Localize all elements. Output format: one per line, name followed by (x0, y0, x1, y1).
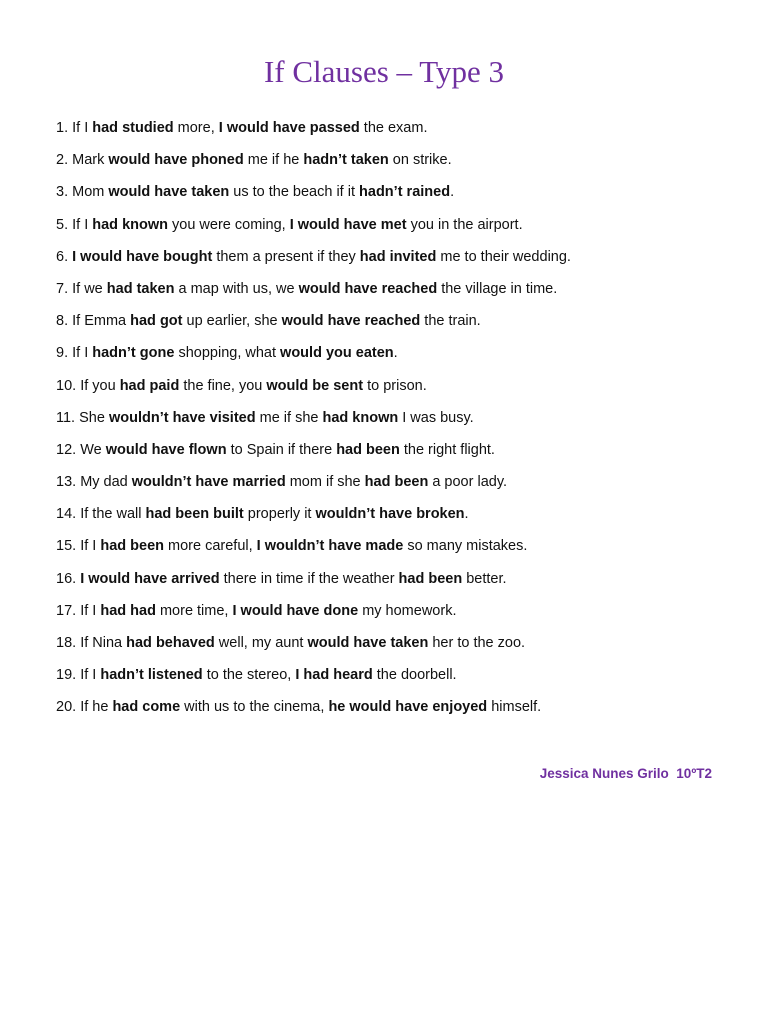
sentence-number: 13. (56, 474, 77, 491)
sentence-item (56, 310, 736, 342)
sentence-text: to prison. (363, 377, 427, 394)
sentence-text: My dad (76, 474, 132, 491)
sentence-item (56, 535, 736, 567)
sentence-text: to the stereo, (202, 667, 296, 684)
sentence-text: me if she (255, 409, 323, 426)
sentence-number: 11. (56, 409, 76, 426)
sentence-text: Mark (68, 152, 109, 169)
sentence-text: mom if she (285, 474, 365, 491)
sentence-item (56, 407, 736, 439)
verb-phrase-bold: would have phoned (108, 152, 244, 169)
verb-phrase-bold: I wouldn’t have made (256, 538, 404, 555)
sentence-item (56, 117, 736, 149)
sentence-text: If he (76, 699, 113, 716)
sentence-text: you in the airport. (406, 216, 523, 233)
verb-phrase-bold: would you eaten (280, 345, 394, 362)
sentence-text: a map with us, we (174, 280, 299, 297)
verb-phrase-bold: wouldn’t have married (131, 474, 286, 491)
page-title: If Clauses – Type 3 (263, 54, 505, 89)
sentence-number: 20. (56, 699, 77, 716)
sentence-text: If I (76, 602, 101, 619)
verb-phrase-bold: I would have met (289, 216, 407, 233)
sentence-text: me to their wedding. (436, 248, 571, 265)
sentence-text: well, my aunt (214, 635, 308, 651)
verb-phrase-bold: I would have passed (218, 120, 360, 136)
sentence-text: up earlier, she (182, 313, 282, 330)
verb-phrase-bold: would have taken (108, 184, 230, 201)
sentence-text: her to the zoo. (428, 635, 526, 651)
sentence-item (56, 503, 736, 535)
sentence-text: us to the beach if it (229, 184, 360, 201)
verb-phrase-bold: hadn’t taken (303, 152, 389, 169)
sentence-number: 2. (56, 152, 69, 169)
verb-phrase-bold: hadn’t rained (359, 184, 451, 201)
sentence-number: 19. (56, 667, 77, 684)
sentence-item (56, 471, 736, 503)
sentence-text: If Nina (76, 635, 127, 651)
sentence-item (56, 632, 736, 664)
verb-phrase-bold: had been (364, 474, 429, 491)
sentence-text: the train. (420, 313, 481, 330)
verb-phrase-bold: had studied (92, 120, 174, 136)
sentence-text: the right flight. (399, 441, 495, 458)
sentence-item (56, 600, 736, 632)
sentence-text: a poor lady. (428, 474, 508, 491)
sentence-number: 5. (56, 216, 69, 233)
sentence-text: Mom (68, 184, 109, 201)
verb-phrase-bold: had paid (119, 377, 180, 394)
verb-phrase-bold: I would have bought (72, 248, 213, 265)
verb-phrase-bold: he would have enjoyed (328, 699, 488, 716)
sentence-text: I was busy. (398, 409, 474, 426)
sentence-text: the exam. (359, 120, 428, 136)
sentence-text: If you (76, 377, 120, 394)
sentence-item (56, 246, 736, 278)
verb-phrase-bold: had been (398, 570, 463, 587)
sentence-text: on strike. (388, 152, 452, 169)
verb-phrase-bold: had known (92, 216, 168, 233)
sentence-text: If I (68, 120, 93, 136)
sentence-number: 17. (56, 602, 77, 619)
sentence-number: 6. (56, 248, 69, 265)
sentence-number: 12. (56, 441, 77, 458)
sentence-text: . (450, 184, 455, 201)
sentence-text: them a present if they (212, 248, 360, 265)
verb-phrase-bold: had had (100, 602, 156, 619)
sentence-text: She (75, 409, 109, 426)
sentence-text: the village in time. (437, 280, 558, 297)
verb-phrase-bold: would have flown (105, 441, 227, 458)
verb-phrase-bold: hadn’t gone (92, 345, 175, 362)
sentence-text: the fine, you (179, 377, 267, 394)
sentence-number: 14. (56, 506, 77, 523)
sentence-item (56, 439, 736, 471)
sentence-item (56, 149, 736, 181)
sentence-text: the doorbell. (372, 667, 457, 684)
sentence-text: shopping, what (174, 345, 281, 362)
sentence-number: 7. (56, 280, 69, 297)
verb-phrase-bold: had been built (145, 506, 244, 523)
sentence-number: 16. (56, 570, 77, 587)
verb-phrase-bold: had taken (106, 280, 175, 297)
sentence-list (56, 117, 736, 729)
sentence-item (56, 568, 736, 600)
sentence-item (56, 181, 736, 213)
sentence-text: with us to the cinema, (180, 699, 329, 716)
sentence-item (56, 214, 736, 246)
sentence-text: If Emma (68, 313, 131, 330)
sentence-text: If we (68, 280, 107, 297)
sentence-item (56, 375, 736, 407)
verb-phrase-bold: had been (336, 441, 400, 458)
verb-phrase-bold: hadn’t listened (100, 667, 203, 684)
sentence-text: me if he (243, 152, 304, 169)
sentence-text: to Spain if there (226, 441, 337, 458)
verb-phrase-bold: had invited (359, 248, 437, 265)
sentence-text: there in time if the weather (219, 570, 399, 587)
sentence-text: If I (68, 345, 93, 362)
verb-phrase-bold: I would have arrived (80, 570, 220, 587)
sentence-text: . (464, 506, 469, 523)
verb-phrase-bold: had been (100, 538, 164, 555)
verb-phrase-bold: had got (130, 313, 183, 330)
sentence-number: 1. (56, 120, 69, 136)
sentence-text: If the wall (76, 506, 146, 523)
sentence-text: . (393, 345, 398, 362)
verb-phrase-bold: had known (322, 409, 399, 426)
sentence-text: If I (76, 667, 101, 684)
verb-phrase-bold: I had heard (295, 667, 373, 684)
sentence-text: himself. (487, 699, 542, 716)
sentence-number: 18. (56, 635, 77, 651)
sentence-text: my homework. (358, 602, 457, 619)
sentence-text: properly it (243, 506, 316, 523)
author-signature: Jessica Nunes Grilo 10ºT2 (539, 766, 712, 781)
sentence-text: We (76, 441, 106, 458)
verb-phrase-bold: would be sent (266, 377, 364, 394)
sentence-item (56, 278, 736, 310)
sentence-text: better. (462, 570, 507, 587)
verb-phrase-bold: would have reached (281, 313, 421, 330)
verb-phrase-bold: would have taken (307, 635, 429, 651)
sentence-text: so many mistakes. (403, 538, 528, 555)
verb-phrase-bold: wouldn’t have visited (108, 409, 256, 426)
verb-phrase-bold: had come (112, 699, 181, 716)
sentence-text: more, (173, 120, 219, 136)
sentence-text: If I (76, 538, 101, 555)
sentence-number: 10. (56, 377, 77, 394)
sentence-number: 8. (56, 313, 69, 330)
verb-phrase-bold: would have reached (298, 280, 438, 297)
sentence-item (56, 342, 736, 374)
sentence-number: 3. (56, 184, 69, 201)
sentence-item (56, 696, 736, 728)
verb-phrase-bold: wouldn’t have broken (315, 506, 465, 523)
sentence-number: 9. (56, 345, 69, 362)
verb-phrase-bold: had behaved (126, 635, 215, 651)
sentence-text: If I (68, 216, 93, 233)
verb-phrase-bold: I would have done (232, 602, 359, 619)
sentence-number: 15. (56, 538, 77, 555)
sentence-text: more time, (155, 602, 233, 619)
sentence-text: you were coming, (168, 216, 290, 233)
sentence-item (56, 664, 736, 696)
sentence-text: more careful, (164, 538, 257, 555)
